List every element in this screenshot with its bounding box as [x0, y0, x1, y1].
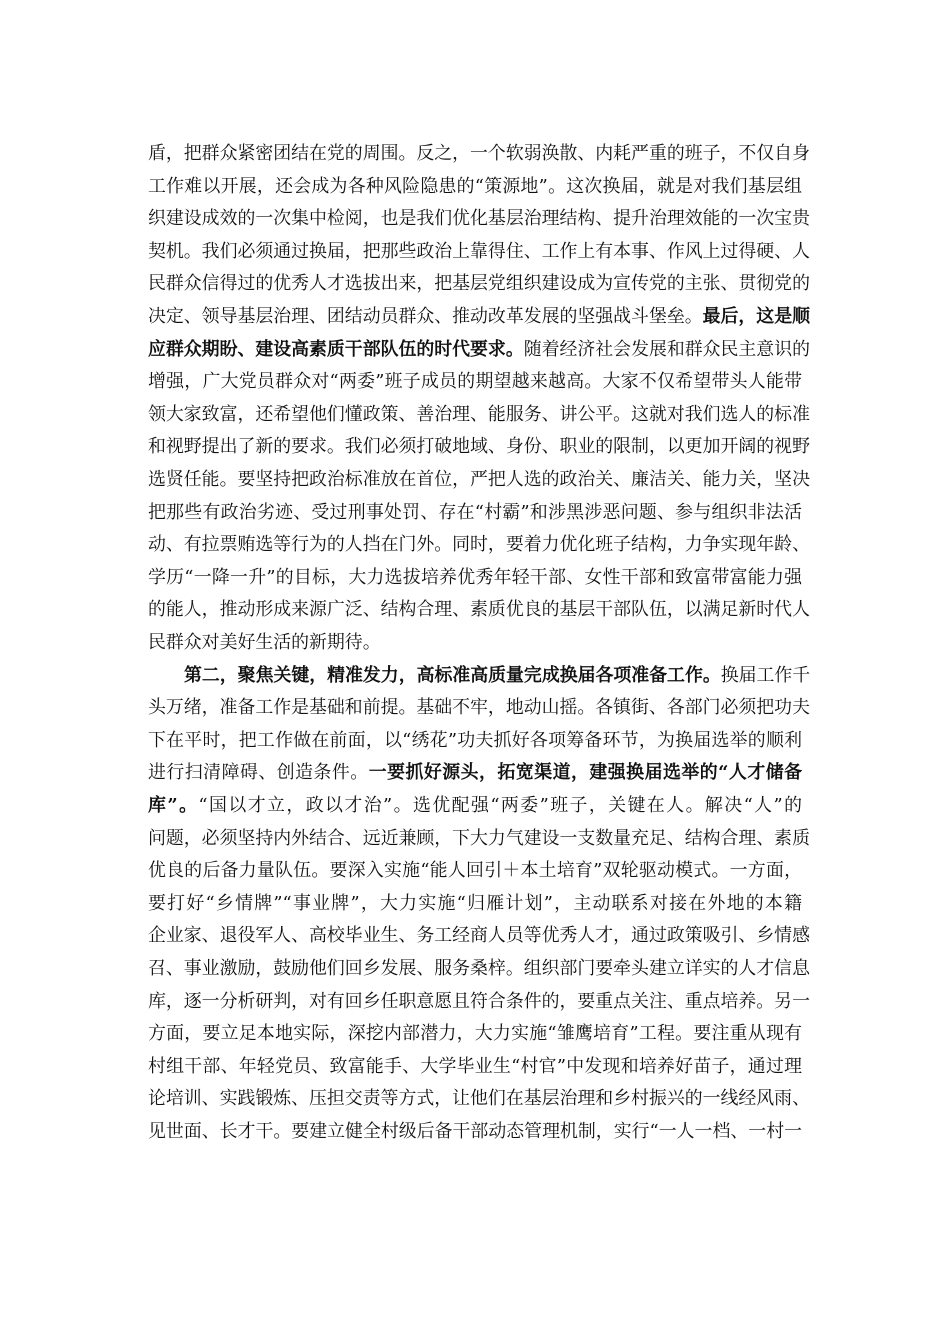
- text-line: [148, 334, 810, 366]
- text-line: [184, 660, 811, 692]
- text-run: 和视野提出了新的要求。我们必须打破地域、身份、职业的限制，以更加开阔的视野: [148, 436, 810, 458]
- text-line: [148, 953, 810, 985]
- text-line: [148, 986, 810, 1018]
- bold-text-run: 库”。: [148, 795, 199, 816]
- text-run: 增强，广大党员群众对“两委”班子成员的期望越来越高。大家不仅希望带头人能带: [148, 371, 802, 393]
- text-line: [148, 1083, 810, 1115]
- text-line: [148, 366, 802, 398]
- bold-text-run: 应群众期盼、建设高素质干部队伍的时代要求。: [148, 338, 524, 360]
- text-run: 论培训、实践锻炼、压担交责等方式，让他们在基层治理和乡村振兴的一线经风雨、: [148, 1088, 810, 1110]
- text-run: 领大家致富，还希望他们懂政策、善治理、能服务、讲公平。这就对我们选人的标准: [148, 403, 810, 425]
- text-run: 把那些有政治劣迹、受过刑事处罚、存在“村霸”和涉黑涉恶问题、参与组织非法活: [148, 501, 802, 523]
- text-line: [148, 594, 810, 626]
- text-line: [148, 1051, 802, 1083]
- text-run: 工作难以开展，还会成为各种风险隐患的“策源地”。这次换届，就是对我们基层组: [148, 175, 802, 197]
- text-line: [148, 1116, 802, 1148]
- text-run: 民群众信得过的优秀人才选拔出来，把基层党组织建设成为宣传党的主张、贯彻党的: [148, 273, 810, 295]
- text-line: [148, 627, 381, 659]
- text-run: “国以才立，政以才治”。选优配强“两委”班子，关键在人。解决“人”的: [198, 795, 802, 816]
- text-run: 见世面、长才干。要建立健全村级后备干部动态管理机制，实行“一人一档、一村一: [148, 1121, 802, 1142]
- text-line: [148, 529, 810, 561]
- text-run: 头万绪，准备工作是基础和前提。基础不牢，地动山摇。各镇街、各部门必须把功夫: [148, 697, 810, 719]
- text-line: [148, 692, 810, 724]
- text-line: [148, 562, 802, 594]
- text-run: 下在平时，把工作做在前面，以“绣花”功夫抓好各项筹备环节，为换届选举的顺利: [148, 729, 802, 751]
- text-run: 盾，把群众紧密团结在党的周围。反之，一个软弱涣散、内耗严重的班子，不仅自身: [148, 143, 810, 164]
- text-run: 学历“一降一升”的目标，大力选拔培养优秀年轻干部、女性干部和致富带富能力强: [148, 566, 802, 588]
- text-run: 换届工作千: [720, 664, 811, 686]
- text-run: 村组干部、年轻党员、致富能手、大学毕业生“村官”中发现和培养好苗子，通过理: [148, 1055, 802, 1077]
- text-run: 要打好“乡情牌”“事业牌”，大力实施“归雁计划”，主动联系对接在外地的本籍: [148, 892, 802, 914]
- text-run: 库，逐一分析研判，对有回乡任职意愿且符合条件的，要重点关注、重点培养。另一: [148, 990, 810, 1012]
- text-line: [148, 171, 802, 203]
- text-line: [148, 268, 810, 300]
- text-run: 选贤任能。要坚持把政治标准放在首位，严把人选的政治关、廉洁关、能力关，坚决: [148, 469, 810, 490]
- text-run: 民群众对美好生活的新期待。: [148, 632, 381, 653]
- text-line: [148, 920, 810, 952]
- text-run: 的能人，推动形成来源广泛、结构合理、素质优良的基层干部队伍，以满足新时代人: [148, 599, 810, 621]
- text-line: [148, 399, 810, 431]
- text-line: [148, 888, 802, 920]
- text-line: [148, 497, 802, 529]
- text-run: 企业家、退役军人、高校毕业生、务工经商人员等优秀人才，通过政策吸引、乡情感: [148, 925, 810, 947]
- text-run: 进行扫清障碍、创造条件。: [148, 762, 369, 784]
- text-line: [148, 1018, 802, 1050]
- text-line: [148, 757, 802, 789]
- text-line: [148, 203, 810, 235]
- text-run: 随着经济社会发展和群众民主意识的: [523, 338, 810, 360]
- text-line: [148, 301, 810, 333]
- text-line: [148, 790, 802, 822]
- bold-text-run: 一要抓好源头，拓宽渠道，建强换届选举的“人才储备: [368, 762, 802, 784]
- bold-text-run: 最后，这是顺: [702, 306, 810, 327]
- bold-text-run: 第二，聚焦关键，精准发力，高标准高质量完成换届各项准备工作。: [184, 664, 721, 686]
- text-line: [148, 431, 810, 463]
- text-run: 动、有拉票贿选等行为的人挡在门外。同时，要着力优化班子结构，力争实现年龄、: [148, 534, 810, 556]
- text-run: 问题，必须坚持内外结合、远近兼顾，下大力气建设一支数量充足、结构合理、素质: [148, 827, 810, 849]
- text-line: [148, 855, 802, 887]
- text-line: [148, 725, 802, 757]
- text-line: [148, 464, 810, 496]
- text-run: 优良的后备力量队伍。要深入实施“能人回引＋本土培育”双轮驱动模式。一方面，: [148, 860, 802, 882]
- text-run: 织建设成效的一次集中检阅，也是我们优化基层治理结构、提升治理效能的一次宝贵: [148, 208, 810, 230]
- text-run: 召、事业激励，鼓励他们回乡发展、服务桑梓。组织部门要牵头建立详实的人才信息: [148, 958, 810, 979]
- text-line: [148, 823, 810, 855]
- text-run: 决定、领导基层治理、团结动员群众、推动改革发展的坚强战斗堡垒。: [148, 306, 703, 327]
- text-run: 契机。我们必须通过换届，把那些政治上靠得住、工作上有本事、作风上过得硬、人: [148, 240, 810, 262]
- text-line: [148, 138, 810, 170]
- text-line: [148, 236, 810, 268]
- text-run: 方面，要立足本地实际，深挖内部潜力，大力实施“雏鹰培育”工程。要注重从现有: [148, 1023, 802, 1045]
